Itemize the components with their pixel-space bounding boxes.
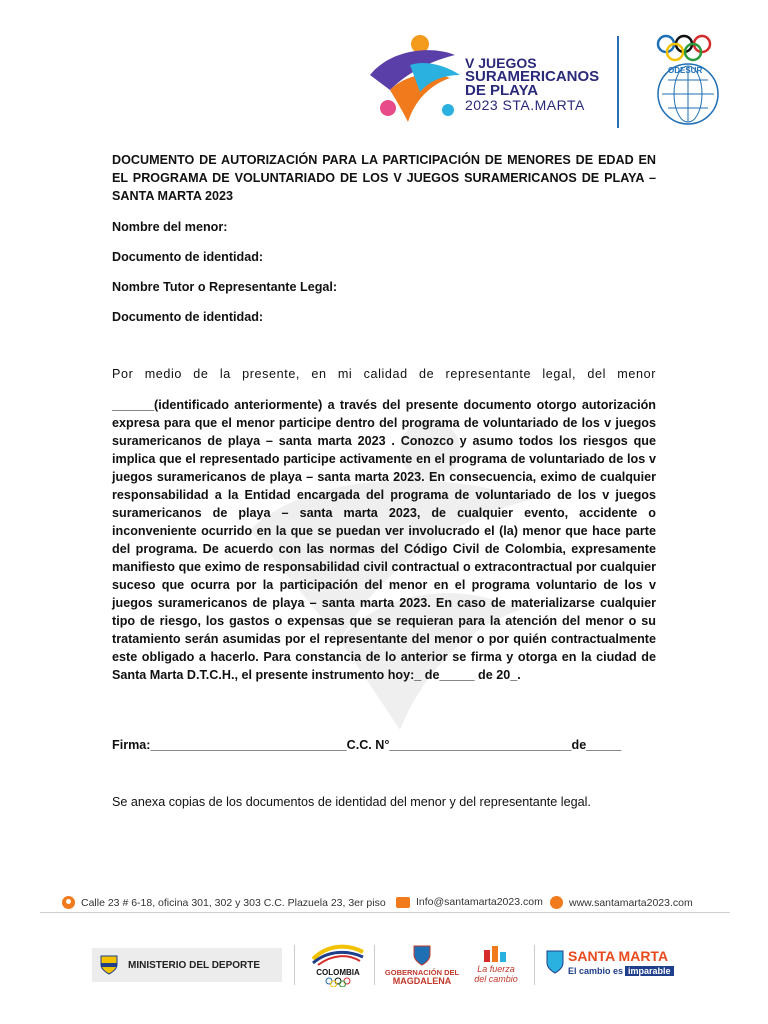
games-title-line2: SURAMERICANOS [465, 68, 600, 85]
document-title: DOCUMENTO DE AUTORIZACIÓN PARA LA PARTICIPACIÓN DE MENORES DE EDAD EN EL PROGRAMA DE VOLUNTARIADO DE LOS V JUEGOS SURAMERICANOS DE PLAYA – SANTA MARTA 2023 [112, 153, 656, 203]
odesur-acronym: ODESUR [668, 66, 703, 75]
games-title-line1: V JUEGOS [465, 55, 537, 71]
ministerio-text: MINISTERIO DEL DEPORTE [128, 959, 261, 971]
email-text[interactable]: Info@santamarta2023.com [416, 896, 543, 908]
santa-marta-shield-icon [546, 950, 564, 974]
fuerza-line1: La fuerza [477, 964, 515, 974]
buildings-icon [482, 944, 510, 962]
olympic-rings-icon [323, 977, 353, 987]
odesur-logo [640, 32, 736, 132]
fuerza-line2: del cambio [474, 974, 518, 984]
footer-divider [40, 912, 730, 913]
colombia-wave-icon [308, 944, 368, 966]
footer-email[interactable] [396, 896, 543, 908]
mail-icon [396, 897, 410, 908]
website-text[interactable]: www.santamarta2023.com [569, 896, 693, 909]
header-divider [617, 36, 619, 128]
authorization-intro: Por medio de la presente, en mi calidad de representante legal, del menor [112, 367, 656, 381]
footer-address [62, 896, 386, 909]
magdalena-shield-icon [412, 944, 432, 966]
location-pin-icon [62, 896, 75, 909]
colombia-text: COLOMBIA [316, 968, 360, 977]
fuerza-del-cambio-logo [468, 944, 524, 990]
slogan-text: El cambio es [568, 966, 624, 976]
santa-marta-title: SANTA MARTA [568, 948, 669, 964]
magdalena-logo [382, 944, 462, 990]
field-minor-name: Nombre del menor: [112, 220, 228, 234]
sponsor-divider [374, 945, 375, 985]
signature-line: Firma:____________________________C.C. N°__________________________de_____ [112, 738, 622, 752]
santa-marta-logo [546, 944, 686, 990]
santa-marta-slogan [568, 966, 674, 976]
field-guardian-name: Nombre Tutor o Representante Legal: [112, 280, 338, 294]
slogan-badge: imparable [625, 966, 674, 976]
sponsor-divider [294, 945, 295, 985]
authorization-body: ______(identificado anteriormente) a través del presente documento otorgo autorización expresa para que el menor participe dentro del programa de voluntariado de los v juegos suramericanos de playa – santa marta 2023 . Conozco y asumo todos los riesgos que implica que el representado participe activamente en el programa de voluntariado de los v juegos suramericanos de playa – santa marta 2023. En consecuencia, eximo de cualquier responsabilidad a la Entidad encargada del programa de voluntariado de los v juegos suramericanos de playa – santa marta 2023, de cualquier evento, accidente o inconveniente ocurrido en la que se puedan ver involucrado el (la) menor que hace parte del programa. De acuerdo con las normas del Código Civil de Colombia, expresamente manifiesto que eximo de responsabilidad civil contractual o extracontractual por cualquier suceso que ocurra por la participación del menor en el programa voluntario de los v juegos suramericanos de playa – santa marta 2023. En caso de materializarse cualquier tipo de riesgo, los gastos o expensas que se requieran para la atención del menor o su tratamiento serán asumidas por el representante del menor o por quién contractualmente este obligado a hacerlo. Para constancia de lo anterior se firma y otorga en la ciudad de Santa Marta D.T.C.H., el presente instrumento hoy:_ de_____ de 20_. [112, 398, 656, 682]
games-title-line3: DE PLAYA [465, 82, 539, 99]
games-title [465, 56, 599, 112]
globe-icon [550, 896, 563, 909]
sponsor-divider [534, 945, 535, 985]
magdalena-line1: GOBERNACIÓN DEL [384, 968, 460, 977]
field-minor-id: Documento de identidad: [112, 250, 264, 264]
colombia-logo [308, 944, 368, 990]
magdalena-line2: MAGDALENA [392, 976, 452, 986]
footer-website[interactable] [550, 896, 693, 909]
colombia-shield-icon [100, 955, 118, 975]
ministerio-deporte-logo [92, 948, 282, 982]
annex-note: Se anexa copias de los documentos de identidad del menor y del representante legal. [112, 795, 591, 809]
games-title-line4: 2023 STA.MARTA [465, 97, 585, 113]
address-text: Calle 23 # 6-18, oficina 301, 302 y 303 C.C. Plazuela 23, 3er piso [81, 896, 386, 909]
odesur-emblem-icon [640, 32, 736, 132]
field-guardian-id: Documento de identidad: [112, 310, 264, 324]
beach-games-figure-icon [360, 30, 470, 130]
